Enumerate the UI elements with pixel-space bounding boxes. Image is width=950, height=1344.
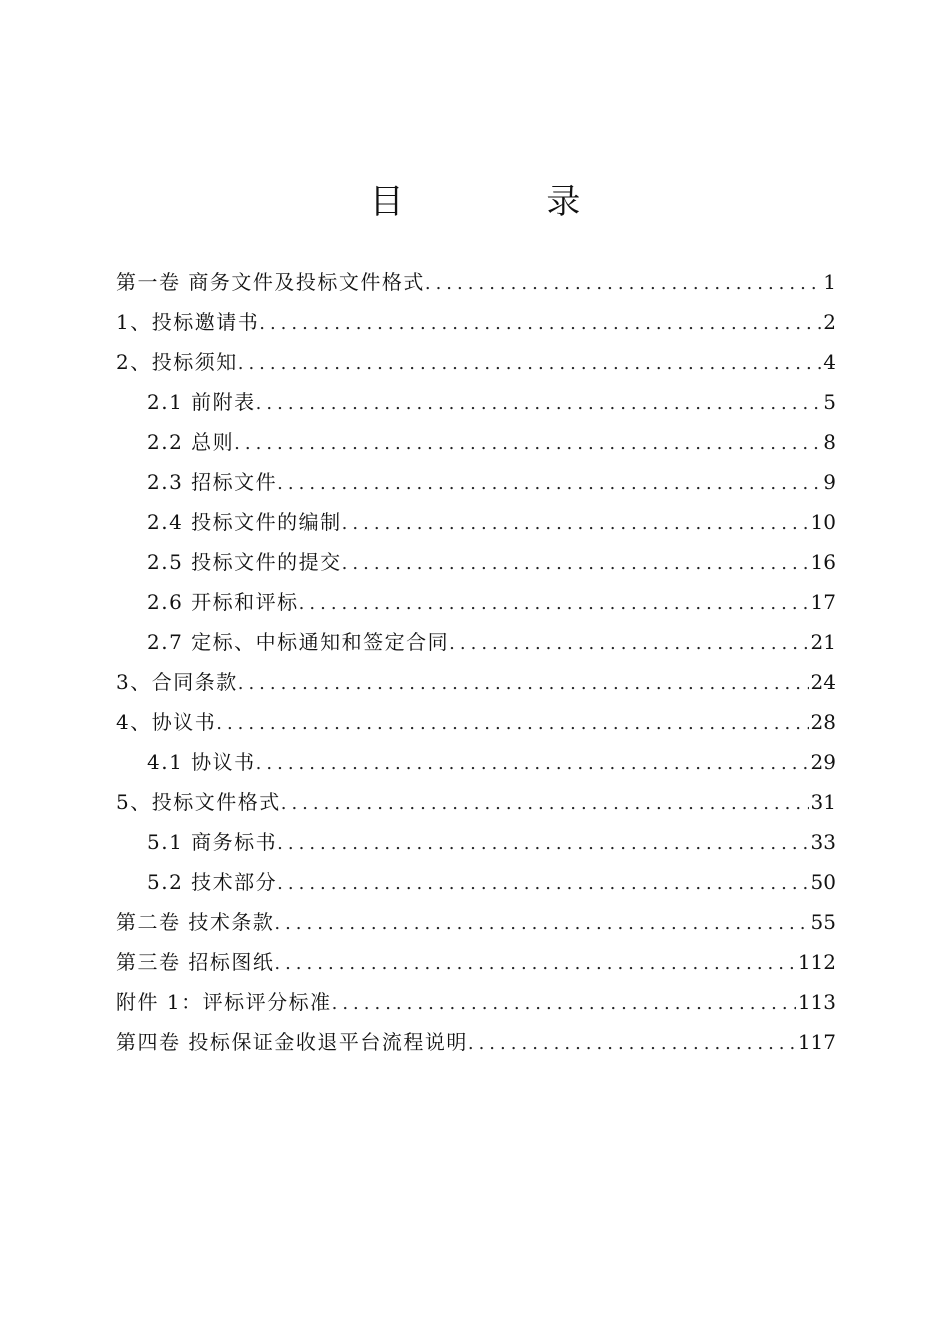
- toc-entry-page-number: 2: [823, 310, 836, 334]
- toc-entry[interactable]: [116, 382, 836, 422]
- toc-entry-page-number: 55: [810, 910, 836, 934]
- toc-entry[interactable]: [116, 942, 836, 982]
- toc-leader-dots: [332, 984, 796, 1024]
- toc-entry-label: 2、投标须知: [116, 350, 238, 374]
- toc-entry[interactable]: [116, 1022, 836, 1062]
- toc-entry-page-number: 10: [810, 510, 836, 534]
- toc-entry-label: 2.5 投标文件的提交: [147, 550, 342, 574]
- toc-entry-page-number: 33: [810, 830, 836, 854]
- toc-entry-label: 5、投标文件格式: [116, 790, 281, 814]
- toc-leader-dots: [238, 664, 809, 704]
- toc-entry[interactable]: [116, 462, 836, 502]
- toc-leader-dots: [256, 384, 822, 424]
- toc-entry-label: 第二卷 技术条款: [116, 910, 275, 934]
- toc-leader-dots: [274, 944, 795, 984]
- toc-leader-dots: [256, 744, 809, 784]
- toc-entry-page-number: 1: [823, 270, 836, 294]
- toc-entry[interactable]: [116, 502, 836, 542]
- toc-leader-dots: [277, 864, 808, 904]
- toc-entry-label: 第一卷 商务文件及投标文件格式: [116, 270, 425, 294]
- toc-entry[interactable]: [116, 542, 836, 582]
- toc-entry[interactable]: [116, 662, 836, 702]
- toc-leader-dots: [299, 584, 809, 624]
- toc-entry-label: 5.1 商务标书: [147, 830, 278, 854]
- toc-entry-label: 2.6 开标和评标: [147, 590, 299, 614]
- toc-entry-label: 第三卷 招标图纸: [116, 950, 275, 974]
- toc-entry[interactable]: [116, 902, 836, 942]
- toc-entry-page-number: 4: [823, 350, 836, 374]
- toc-entry[interactable]: [116, 302, 836, 342]
- toc-entry-label: 1、投标邀请书: [116, 310, 260, 334]
- toc-title: 目 录: [369, 182, 647, 222]
- toc-leader-dots: [342, 544, 809, 584]
- toc-leader-dots: [234, 424, 821, 464]
- toc-leader-dots: [449, 624, 808, 664]
- toc-entry-page-number: 50: [810, 870, 836, 894]
- toc-entry-label: 3、合同条款: [116, 670, 238, 694]
- toc-entry[interactable]: [116, 742, 836, 782]
- toc-entry-label: 2.1 前附表: [147, 390, 256, 414]
- toc-entry-page-number: 113: [797, 990, 836, 1014]
- toc-entry-label: 附件 1：评标评分标准: [116, 990, 332, 1014]
- toc-entry-label: 2.4 投标文件的编制: [147, 510, 342, 534]
- toc-leader-dots: [277, 464, 821, 504]
- toc-entry-page-number: 16: [810, 550, 836, 574]
- toc-leader-dots: [259, 304, 821, 344]
- table-of-contents: [116, 262, 836, 1062]
- toc-entry-page-number: 8: [823, 430, 836, 454]
- toc-leader-dots: [342, 504, 809, 544]
- toc-leader-dots: [238, 344, 822, 384]
- toc-entry-page-number: 31: [810, 790, 836, 814]
- toc-entry-label: 4、协议书: [116, 710, 217, 734]
- toc-entry[interactable]: [116, 822, 836, 862]
- toc-entry-label: 2.7 定标、中标通知和签定合同: [147, 630, 450, 654]
- toc-entry-page-number: 28: [810, 710, 836, 734]
- toc-leader-dots: [277, 824, 808, 864]
- toc-entry[interactable]: [116, 422, 836, 462]
- toc-entry-label: 2.3 招标文件: [147, 470, 278, 494]
- toc-entry-label: 第四卷 投标保证金收退平台流程说明: [116, 1030, 468, 1054]
- toc-entry[interactable]: [116, 342, 836, 382]
- toc-leader-dots: [425, 264, 821, 304]
- toc-entry[interactable]: [116, 782, 836, 822]
- toc-entry[interactable]: [116, 702, 836, 742]
- toc-entry-label: 2.2 总则: [147, 430, 235, 454]
- toc-leader-dots: [468, 1024, 796, 1064]
- toc-entry[interactable]: [116, 862, 836, 902]
- toc-entry[interactable]: [116, 582, 836, 622]
- toc-entry-label: 5.2 技术部分: [147, 870, 278, 894]
- toc-entry-page-number: 17: [810, 590, 836, 614]
- toc-leader-dots: [281, 784, 809, 824]
- toc-entry-page-number: 29: [810, 750, 836, 774]
- toc-leader-dots: [216, 704, 808, 744]
- toc-leader-dots: [274, 904, 808, 944]
- toc-entry-page-number: 9: [823, 470, 836, 494]
- toc-entry-page-number: 117: [797, 1030, 836, 1054]
- toc-entry-page-number: 5: [823, 390, 836, 414]
- toc-entry-page-number: 112: [797, 950, 836, 974]
- toc-entry[interactable]: [116, 262, 836, 302]
- toc-entry[interactable]: [116, 622, 836, 662]
- toc-entry-page-number: 24: [810, 670, 836, 694]
- toc-entry-label: 4.1 协议书: [147, 750, 256, 774]
- toc-entry[interactable]: [116, 982, 836, 1022]
- toc-entry-page-number: 21: [810, 630, 836, 654]
